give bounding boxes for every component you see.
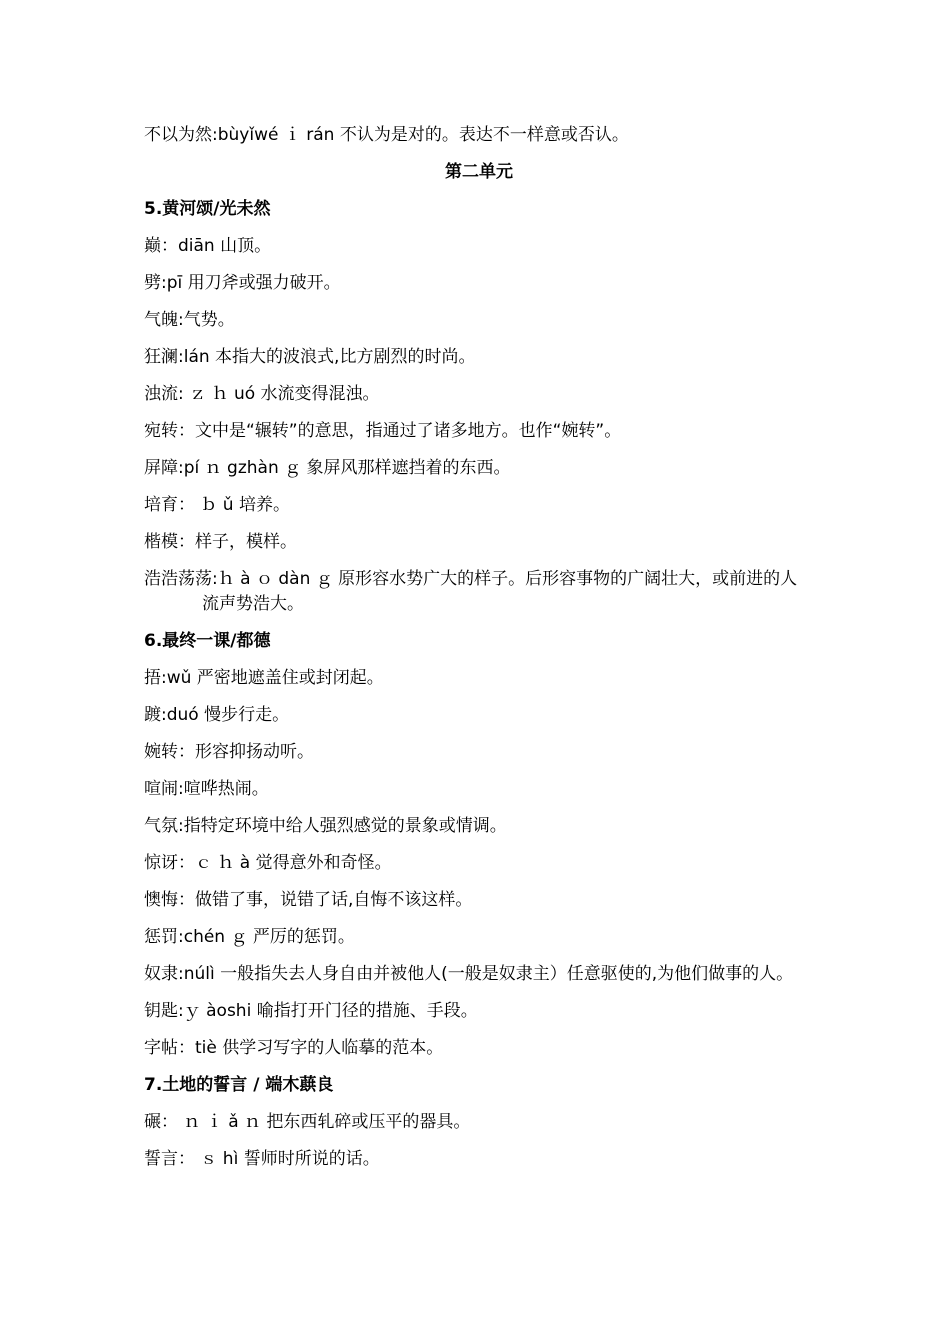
- vocab-entry: 气魄:气势。: [144, 310, 235, 330]
- unit-title: 第二单元: [445, 162, 513, 182]
- document-body: [144, 123, 814, 1184]
- vocab-entry: 不以为然:bùyǐwé ｉ rán 不认为是对的。表达不一样意或否认。: [144, 125, 629, 145]
- vocab-entry: 钥匙:ｙ àoshi 喻指打开门径的措施、手段。: [144, 1001, 478, 1021]
- vocab-entry: 气氛:指特定环境中给人强烈感觉的景象或情调。: [144, 816, 507, 836]
- vocab-entry: 奴隶:núlì 一般指失去人身自由并被他人(一般是奴隶主）任意驱使的,为他们做事的人。: [144, 964, 794, 984]
- vocab-entry: 懊悔：做错了事，说错了话,自悔不该这样。: [144, 890, 473, 910]
- vocab-entry: 碾： ｎ ｉ ǎ ｎ 把东西轧碎或压平的器具。: [144, 1112, 471, 1132]
- vocab-entry: 巅：diān 山顶。: [144, 236, 272, 256]
- vocab-entry: 惩罚:chén ｇ 严厉的惩罚。: [144, 927, 355, 947]
- vocab-entry: 培育： ｂ ǔ 培养。: [144, 495, 290, 515]
- vocab-entry: 字帖：tiè 供学习写字的人临摹的范本。: [144, 1038, 444, 1058]
- vocab-entry: 踱:duó 慢步行走。: [144, 705, 290, 725]
- vocab-entry: 屏障:pí ｎ gzhàn ｇ 象屏风那样遮挡着的东西。: [144, 458, 511, 478]
- vocab-entry: 惊讶：ｃ ｈ à 觉得意外和奇怪。: [144, 853, 392, 873]
- vocab-entry: 浊流: ｚ ｈ uó 水流变得混浊。: [144, 384, 380, 404]
- vocab-entry: 浩浩荡荡:ｈ à ｏ dàn ｇ 原形容水势广大的样子。后形容事物的广阔壮大，或前进的人流声势浩大。: [144, 569, 798, 614]
- vocab-entry: 宛转：文中是“辗转”的意思，指通过了诸多地方。也作“婉转”。: [144, 421, 622, 441]
- vocab-entry: 捂:wǔ 严密地遮盖住或封闭起。: [144, 668, 384, 688]
- lesson-heading: 6.最终一课/都德: [144, 631, 271, 651]
- lesson-heading: 5.黄河颂/光未然: [144, 199, 271, 219]
- vocab-entry: 喧闹:喧哗热闹。: [144, 779, 269, 799]
- vocab-entry: 婉转：形容抑扬动听。: [144, 742, 314, 762]
- lesson-heading: 7.土地的誓言 / 端木蕻良: [144, 1075, 334, 1095]
- vocab-entry: 劈:pī 用刀斧或强力破开。: [144, 273, 341, 293]
- vocab-entry: 狂澜:lán 本指大的波浪式,比方剧烈的时尚。: [144, 347, 476, 367]
- vocab-entry: 楷模：样子，模样。: [144, 532, 297, 552]
- vocab-entry: 誓言： ｓ hì 誓师时所说的话。: [144, 1149, 380, 1169]
